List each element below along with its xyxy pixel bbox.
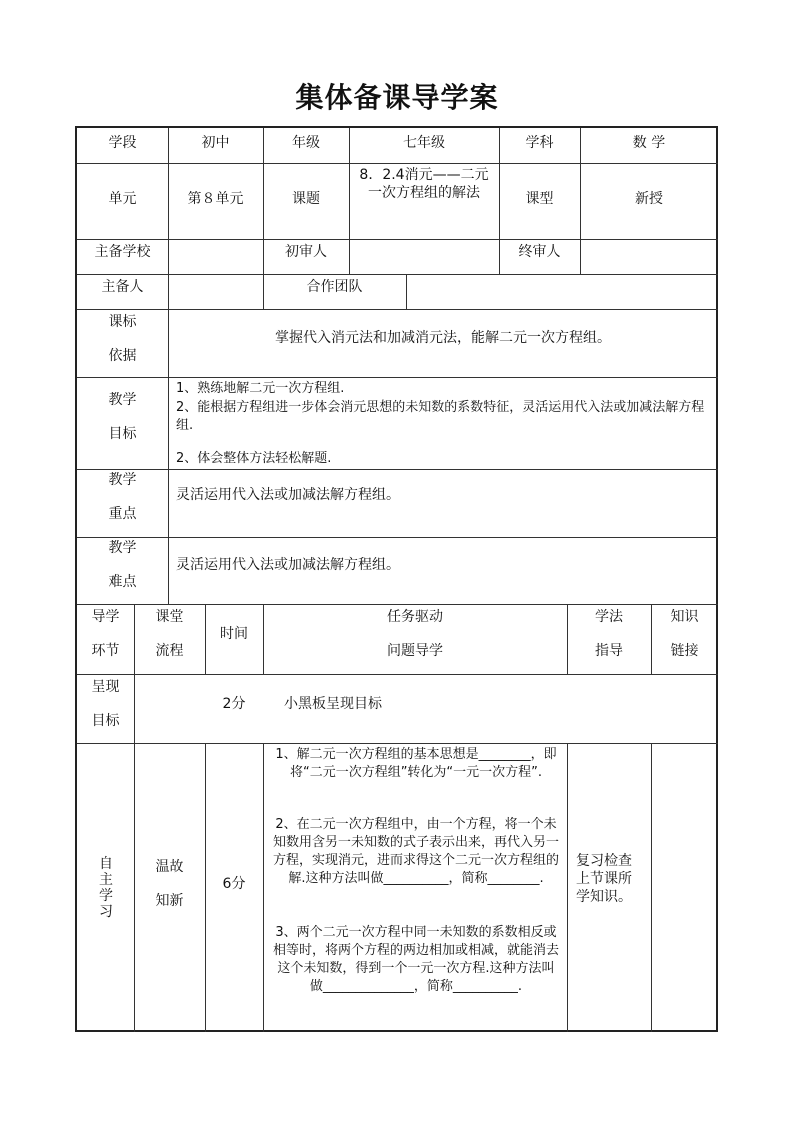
- question-3: 3、两个二元一次方程中同一未知数的系数相反或相等时，将两个方程的两边相加或相减，就能消去这个未知数，得到一个一元一次方程.这种方法叫做______________，简称__________.: [272, 925, 559, 994]
- present-label-2: 目标: [91, 713, 120, 729]
- question-2: 2、在二元一次方程组中，由一个方程，将一个未知数用含另一未知数的式子表示出来，再代入另一方程，实现消元，进而求得这个二元一次方程组的解.这种方法叫做__________，简称________.: [272, 817, 559, 886]
- col-task-1: 任务驱动: [387, 609, 443, 625]
- unit-value: 第８单元: [187, 191, 244, 207]
- col-method-2: 指导: [595, 643, 623, 659]
- goals-line-2: 2、能根据方程组进一步体会消元思想的未知数的系数特征，灵活运用代入法或加减法解方程组.: [176, 400, 705, 433]
- present-time: 2分: [222, 696, 246, 712]
- goals-label-2: 目标: [108, 426, 137, 442]
- reviewer2-label: 终审人: [518, 244, 561, 260]
- col-phase-1: 导学: [91, 609, 120, 625]
- goals-label-1: 教学: [108, 392, 137, 408]
- standard-label-1: 课标: [108, 314, 137, 330]
- grade-value: 七年级: [403, 135, 445, 151]
- standard-text: 掌握代入消元法和加减消元法，能解二元一次方程组。: [275, 330, 611, 346]
- topic-value: 8．2.4消元——二元一次方程组的解法: [359, 167, 489, 201]
- col-method-1: 学法: [595, 609, 623, 625]
- lesson-plan-table: [75, 126, 718, 1032]
- present-task: 小黑板呈现目标: [284, 696, 382, 712]
- col-flow-2: 流程: [155, 643, 184, 659]
- question-1: 1、解二元一次方程组的基本思想是________，即将“二元一次方程组”转化为“一元一次方程”.: [275, 747, 557, 780]
- col-link-2: 链接: [670, 643, 699, 659]
- unit-label: 单元: [108, 191, 137, 207]
- subject-value: 数 学: [632, 135, 666, 151]
- grade-label: 年级: [292, 135, 320, 151]
- reviewer1-label: 初审人: [285, 244, 327, 260]
- type-value: 新授: [635, 191, 663, 207]
- col-flow-1: 课堂: [155, 609, 184, 625]
- difficulties-text: 灵活运用代入法或加减法解方程组。: [176, 557, 400, 573]
- flow-2: 知新: [155, 893, 184, 909]
- self-study-time: 6分: [222, 876, 246, 892]
- self-study-label: 自主学习: [99, 856, 113, 920]
- col-task-2: 问题导学: [387, 643, 443, 659]
- stage-label: 学段: [108, 135, 137, 151]
- type-label: 课型: [525, 191, 554, 207]
- team-label: 合作团队: [306, 279, 363, 295]
- subject-label: 学科: [525, 135, 554, 151]
- key-points-label-1: 教学: [108, 472, 137, 488]
- difficulties-label-2: 难点: [108, 574, 137, 590]
- school-label: 主备学校: [94, 244, 151, 260]
- preparer-label: 主备人: [101, 279, 144, 295]
- goals-line-1: 1、熟练地解二元一次方程组.: [176, 381, 345, 396]
- method-guide: 复习检查上节课所学知识。: [576, 853, 632, 905]
- col-phase-2: 环节: [91, 643, 120, 659]
- col-time: 时间: [220, 626, 248, 642]
- goals-line-3: 2、体会整体方法轻松解题.: [176, 451, 332, 466]
- difficulties-label-1: 教学: [108, 540, 137, 556]
- standard-label-2: 依据: [108, 348, 137, 364]
- page-title: 集体备课导学案: [295, 81, 499, 114]
- present-label-1: 呈现: [91, 679, 120, 695]
- key-points-label-2: 重点: [108, 506, 137, 522]
- key-points-text: 灵活运用代入法或加减法解方程组。: [176, 487, 400, 503]
- topic-label: 课题: [292, 191, 320, 207]
- col-link-1: 知识: [670, 609, 699, 625]
- flow-1: 温故: [155, 859, 184, 875]
- stage-value: 初中: [201, 135, 230, 151]
